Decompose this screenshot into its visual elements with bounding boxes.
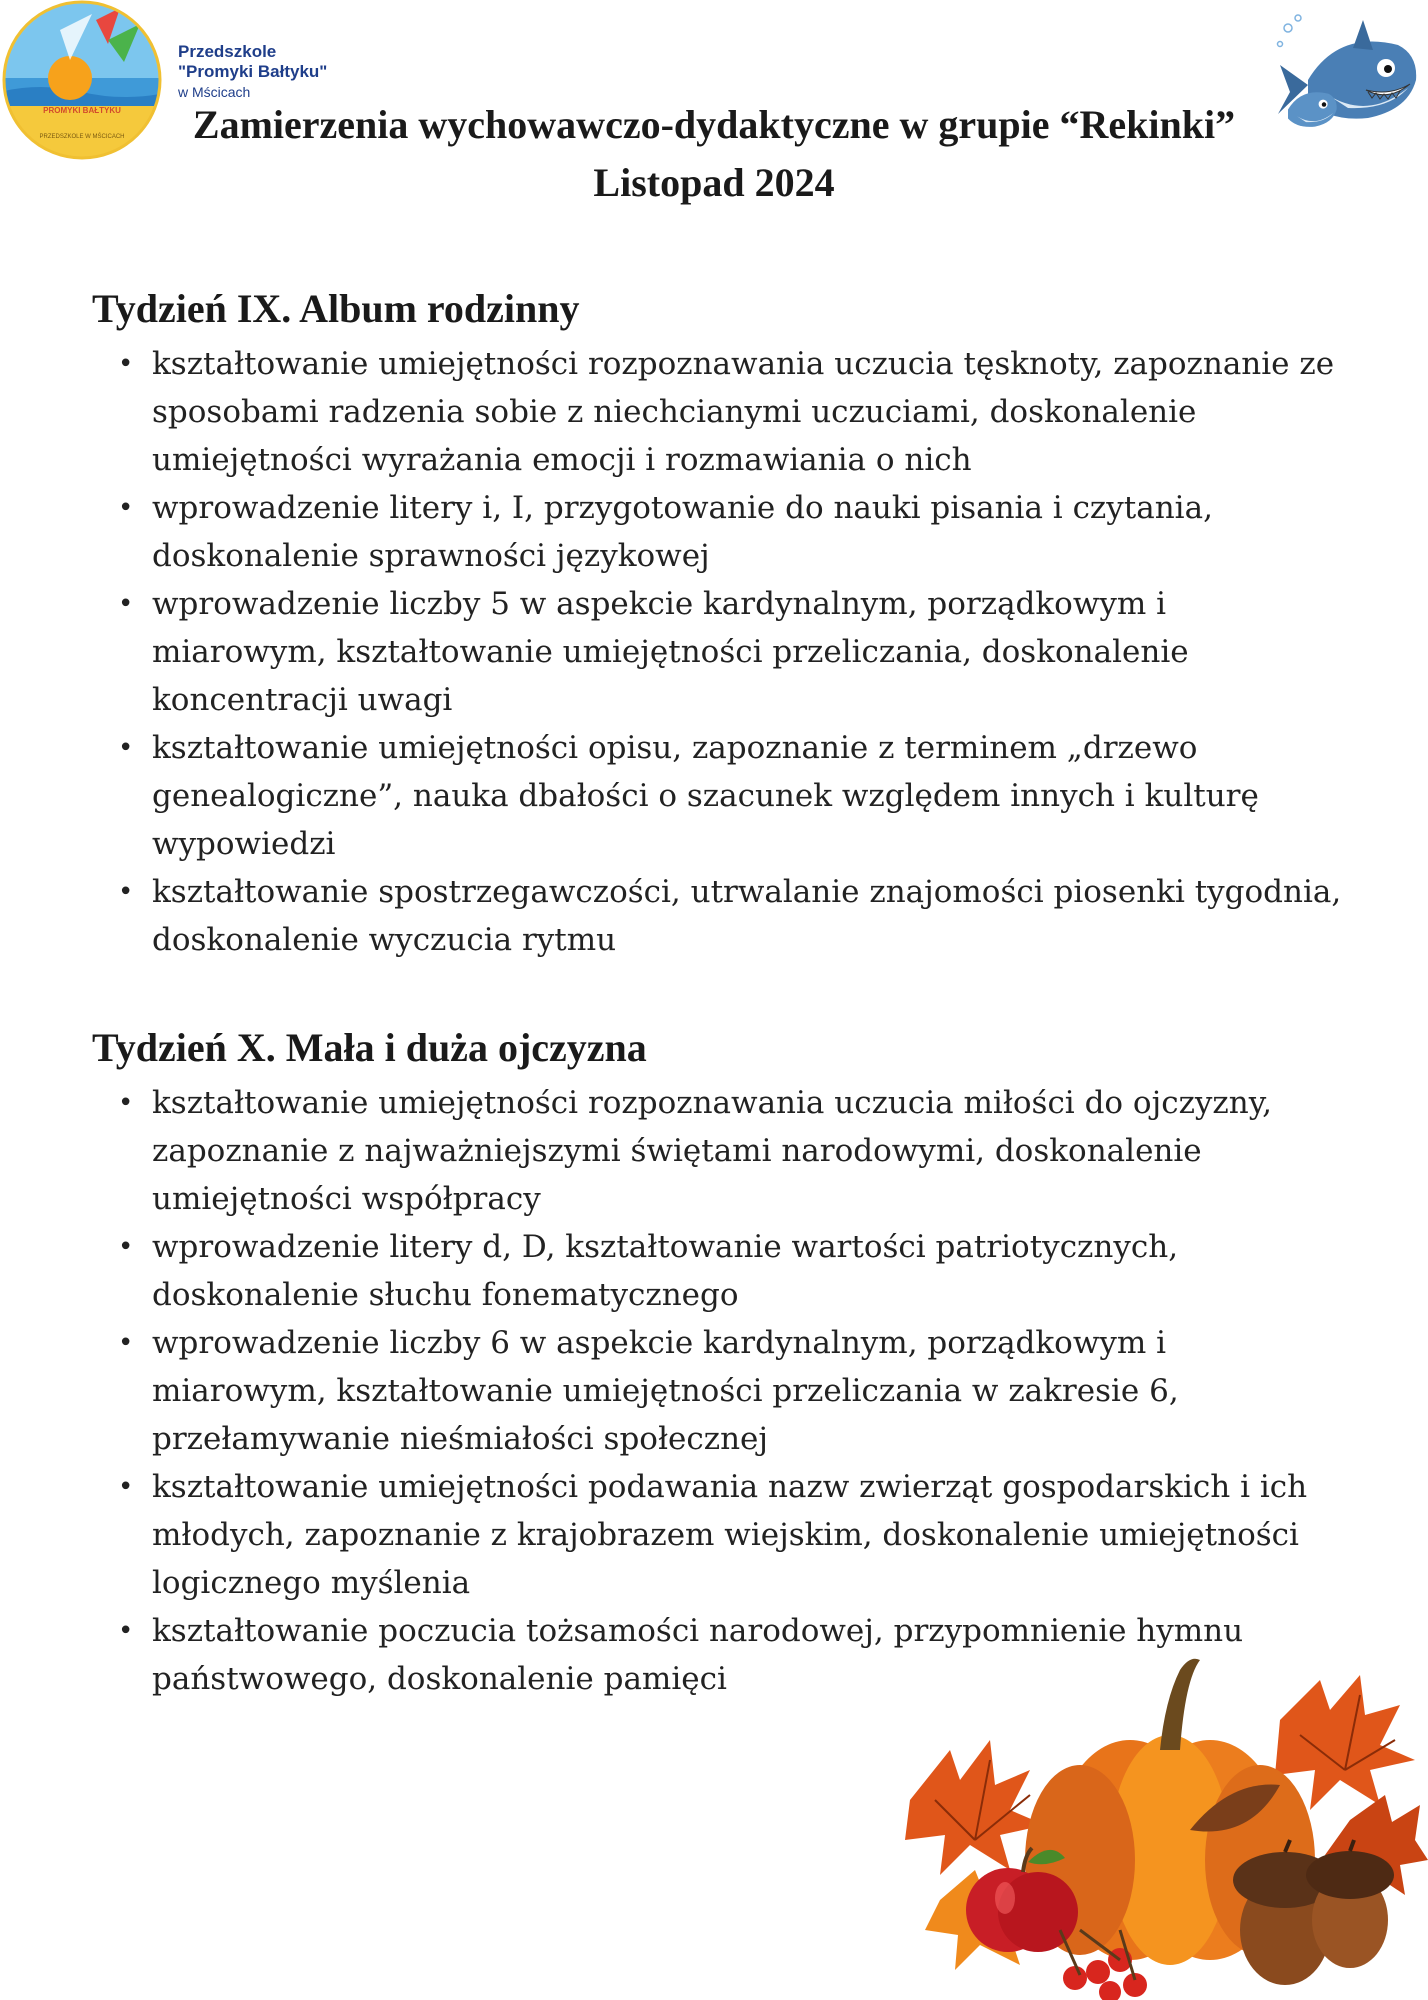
list-item: • kształtowanie umiejętności rozpoznawania uczucia miłości do ojczyzny, zapoznanie z najważniejszymi świętami narodowymi, doskonalenie umiejętności współpracy	[152, 1079, 1342, 1223]
page-title-line2: Listopad 2024	[593, 160, 835, 205]
list-item: • kształtowanie spostrzegawczości, utrwalanie znajomości piosenki tygodnia, doskonalenie wyczucia rytmu	[152, 868, 1342, 964]
goals-list	[92, 340, 1342, 964]
week-heading: Tydzień IX. Album rodzinny	[92, 286, 580, 331]
logo-text: PROMYKI BAŁTYKU	[43, 106, 121, 115]
school-name	[178, 42, 327, 102]
list-item: • kształtowanie poczucia tożsamości narodowej, przypomnienie hymnu państwowego, doskonalenie pamięci	[152, 1607, 1342, 1703]
list-item: • wprowadzenie litery d, D, kształtowanie wartości patriotycznych, doskonalenie słuchu fonematycznego	[152, 1223, 1342, 1319]
page-title-line1: Zamierzenia wychowawczo-dydaktyczne w grupie “Rekinki”	[192, 102, 1236, 147]
list-item: • kształtowanie umiejętności opisu, zapoznanie z terminem „drzewo genealogiczne”, nauka dbałości o szacunek względem innych i kulturę wypowiedzi	[152, 724, 1342, 868]
list-item: • wprowadzenie liczby 5 w aspekcie kardynalnym, porządkowym i miarowym, kształtowanie umiejętności przeliczania, doskonalenie koncentracji uwagi	[152, 580, 1342, 724]
list-item: • kształtowanie umiejętności rozpoznawania uczucia tęsknoty, zapoznanie ze sposobami radzenia sobie z niechcianymi uczuciami, doskonalenie umiejętności wyrażania emocji i rozmawiania o nich	[152, 340, 1342, 484]
school-name-line2: "Promyki Bałtyku"	[178, 62, 328, 81]
autumn-pumpkin-icon	[880, 1600, 1428, 2000]
svg-text:PRZEDSZKOLE W MŚCICACH: PRZEDSZKOLE W MŚCICACH	[39, 134, 125, 140]
school-name-line3: w Mścicach	[178, 84, 251, 100]
school-name-line1: Przedszkole	[178, 42, 277, 61]
week-heading: Tydzień X. Mała i duża ojczyzna	[92, 1025, 647, 1070]
list-item: • kształtowanie umiejętności podawania nazw zwierząt gospodarskich i ich młodych, zapoznanie z krajobrazem wiejskim, doskonalenie umiejętności logicznego myślenia	[152, 1463, 1342, 1607]
list-item: • wprowadzenie litery i, I, przygotowanie do nauki pisania i czytania, doskonalenie sprawności językowej	[152, 484, 1342, 580]
week-section-ix	[92, 284, 1342, 964]
list-item: • wprowadzenie liczby 6 w aspekcie kardynalnym, porządkowym i miarowym, kształtowanie umiejętności przeliczania w zakresie 6, przełamywanie nieśmiałości społecznej	[152, 1319, 1342, 1463]
page-title	[0, 96, 1428, 212]
